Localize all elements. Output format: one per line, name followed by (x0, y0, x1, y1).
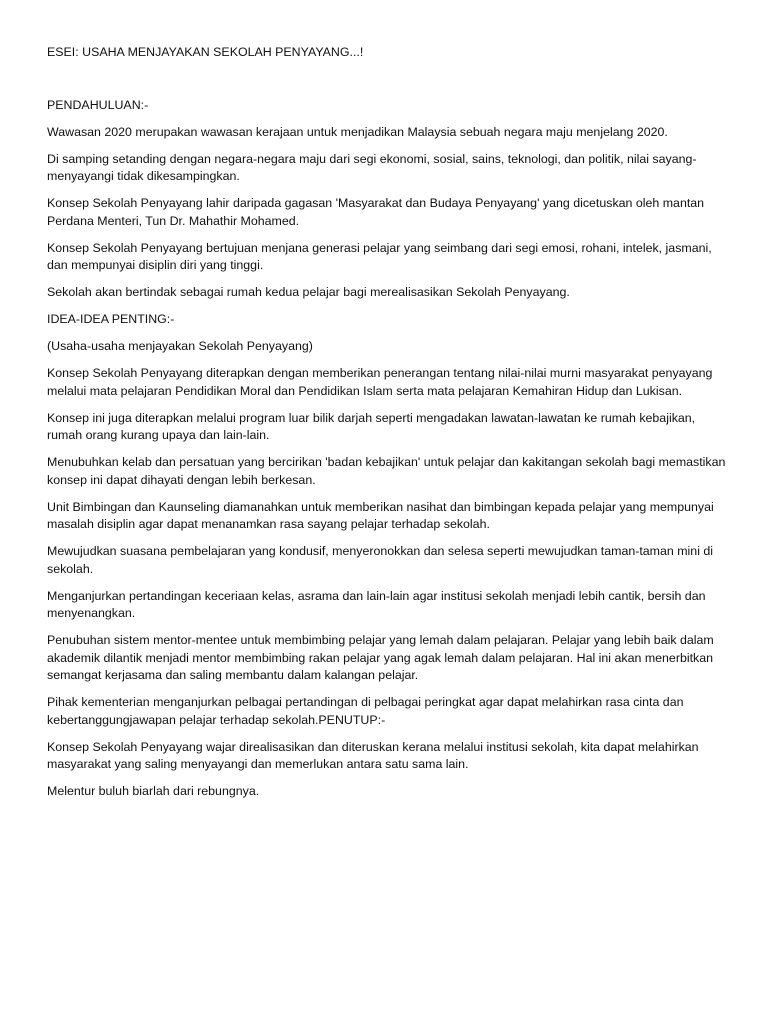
paragraph: Konsep Sekolah Penyayang wajar direalisasikan dan diteruskan kerana melalui institusi sekolah, kita dapat melahirkan masyarakat yang saling menyayangi dan memerlukan antara satu sama lain. (47, 739, 699, 771)
paragraph: Unit Bimbingan dan Kaunseling diamanahkan untuk memberikan nasihat dan bimbingan kepada pelajar yang mempunyai masalah disiplin agar dapat menanamkan rasa sayang pelajar terhadap sekolah. (47, 499, 714, 531)
paragraph: Konsep Sekolah Penyayang diterapkan dengan memberikan penerangan tentang nilai-nilai murni masyarakat penyayang melalui mata pelajaran Pendidikan Moral dan Pendidikan Islam serta mata pelajaran Kemahiran Hidup dan Lukisan. (47, 366, 713, 398)
paragraph: Mewujudkan suasana pembelajaran yang kondusif, menyeronokkan dan selesa seperti mewujudkan taman-taman mini di sekolah. (47, 544, 714, 576)
paragraph: Konsep Sekolah Penyayang lahir daripada gagasan 'Masyarakat dan Budaya Penyayang' yang dicetuskan oleh mantan Perdana Menteri, Tun Dr. Mahathir Mohamed. (47, 196, 705, 228)
paragraph: Wawasan 2020 merupakan wawasan kerajaan untuk menjadikan Malaysia sebuah negara maju menjelang 2020. (47, 124, 668, 139)
paragraph: Konsep Sekolah Penyayang bertujuan menjana generasi pelajar yang seimbang dari segi emosi, rohani, intelek, jasmani, dan mempunyai disiplin diri yang tinggi. (47, 240, 712, 272)
paragraph: Menubuhkan kelab dan persatuan yang bercirikan 'badan kebajikan' untuk pelajar dan kakitangan sekolah bagi memastikan konsep ini dapat dihayati dengan lebih berkesan. (47, 455, 726, 487)
section-subheading: (Usaha-usaha menjayakan Sekolah Penyayang) (47, 339, 313, 353)
essay-document (47, 44, 727, 810)
section-heading-pendahuluan: PENDAHULUAN:- (47, 97, 149, 112)
paragraph: Menganjurkan pertandingan keceriaan kelas, asrama dan lain-lain agar institusi sekolah menjadi lebih cantik, bersih dan menyenangkan. (47, 588, 706, 620)
paragraph: Pihak kementerian menganjurkan pelbagai pertandingan di pelbagai peringkat agar dapat melahirkan rasa cinta dan kebertanggungjawapan pelajar terhadap sekolah.PENUTUP:- (47, 695, 684, 727)
paragraph: Sekolah akan bertindak sebagai rumah kedua pelajar bagi merealisasikan Sekolah Penyayang. (47, 285, 570, 299)
paragraph: Di samping setanding dengan negara-negara maju dari segi ekonomi, sosial, sains, teknologi, dan politik, nilai sayang-menyayangi tidak dikesampingkan. (47, 151, 697, 183)
section-heading-idea-penting: IDEA-IDEA PENTING:- (47, 312, 175, 326)
closing-proverb: Melentur buluh biarlah dari rebungnya. (47, 784, 260, 798)
paragraph: Penubuhan sistem mentor-mentee untuk membimbing pelajar yang lemah dalam pelajaran. Pelajar yang lebih baik dalam akademik dilantik menjadi mentor membimbing rakan pelajar yang agak lemah dalam pelajaran. Hal ini akan menerbitkan semangat kerjasama dan saling membantu dalam kalangan pelajar. (47, 633, 714, 682)
essay-title: ESEI: USAHA MENJAYAKAN SEKOLAH PENYAYANG...! (47, 45, 364, 59)
paragraph: Konsep ini juga diterapkan melalui program luar bilik darjah seperti mengadakan lawatan-lawatan ke rumah kebajikan, rumah orang kurang upaya dan lain-lain. (47, 410, 696, 442)
